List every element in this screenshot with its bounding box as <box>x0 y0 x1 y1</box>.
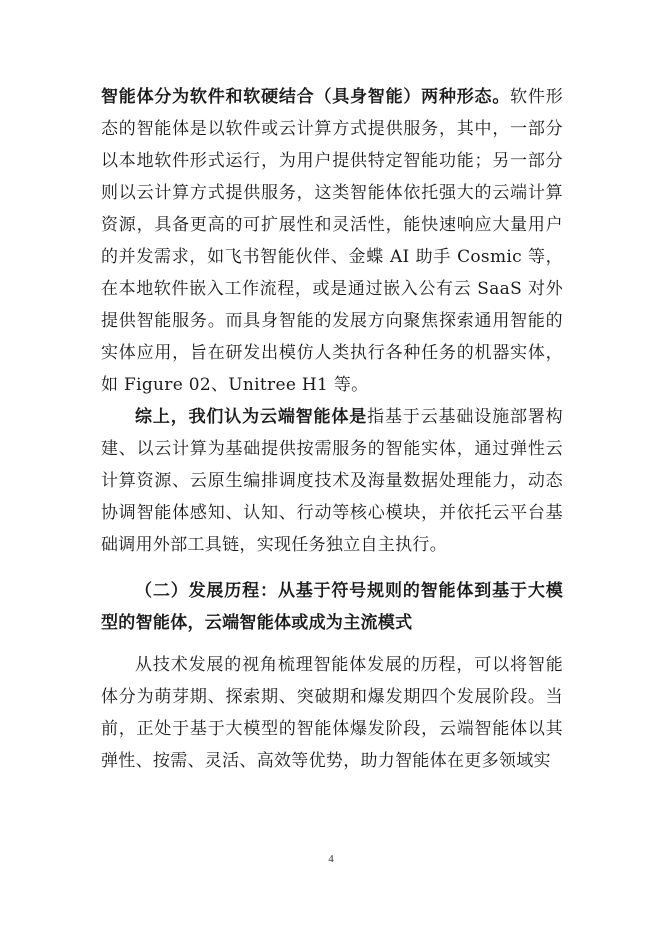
paragraph-text: 软件形态的智能体是以软件或云计算方式提供服务，其中，一部分以本地软件形式运行，为用户提供特定智能功能；另一部分则以云计算方式提供服务，这类智能体依托强大的云端计算资源，具备更高的可扩展性和灵活性，能快速响应大量用户的并发需求，如飞书智能伙伴、金蝶 AI 助手 Cosmic 等，在本地软件嵌入工作流程，或是通过嵌入公有云 SaaS 对外提供智能服务。而具身智能的发展方向聚焦探索通用智能的实体应用，旨在研发出模仿人类执行各种任务的机器实体，如 Figure 02、Unitree H1 等。 <box>101 87 564 395</box>
document-body <box>101 81 563 777</box>
paragraph-bold-lead: 综上，我们认为云端智能体是 <box>135 407 368 427</box>
page-number: 4 <box>328 853 334 865</box>
paragraph-agent-forms <box>101 81 563 401</box>
section-heading: （二）发展历程：从基于符号规则的智能体到基于大模型的智能体，云端智能体或成为主流模式 <box>101 581 563 633</box>
paragraph-text: 指基于云基础设施部署构建、以云计算为基础提供按需服务的智能实体，通过弹性云计算资源、云原生编排调度技术及海量数据处理能力，动态协调智能体感知、认知、行动等核心模块，并依托云平台基础调用外部工具链，实现任务独立自主执行。 <box>101 407 563 555</box>
spacer <box>101 561 563 575</box>
paragraph-bold-lead: 智能体分为软件和软硬结合（具身智能）两种形态。 <box>101 87 511 107</box>
paragraph-text: 从技术发展的视角梳理智能体发展的历程，可以将智能体分为萌芽期、探索期、突破期和爆发期四个发展阶段。当前，正处于基于大模型的智能体爆发阶段，云端智能体以其弹性、按需、灵活、高效等优势，助力智能体在更多领域实 <box>101 655 563 771</box>
spacer <box>101 639 563 649</box>
paragraph-development-stages <box>101 649 563 777</box>
paragraph-cloud-agent-definition <box>101 401 563 561</box>
